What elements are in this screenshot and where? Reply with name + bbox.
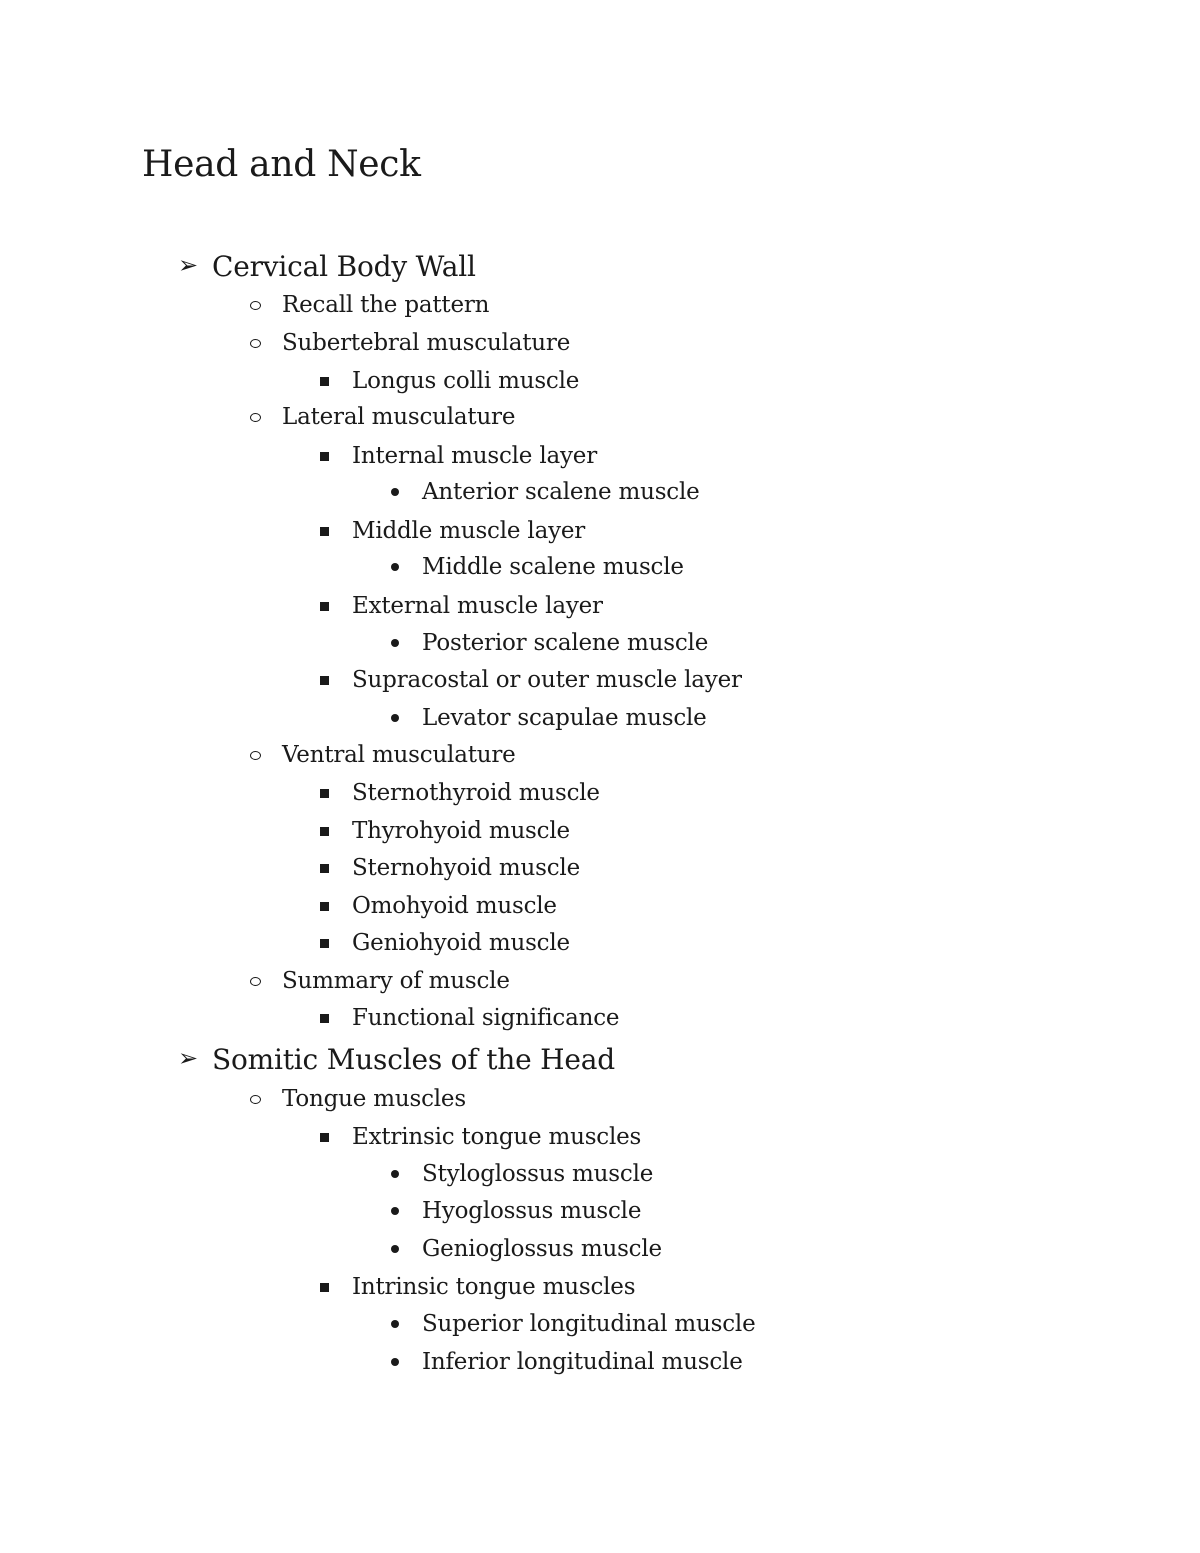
circle-bullet-icon bbox=[246, 751, 282, 760]
list-item-label: Supracostal or outer muscle layer bbox=[352, 667, 742, 693]
list-item-label: Styloglossus muscle bbox=[422, 1161, 654, 1187]
list-item bbox=[386, 1308, 756, 1340]
list-item-label: Genioglossus muscle bbox=[422, 1236, 662, 1262]
list-item-label: Middle muscle layer bbox=[352, 518, 586, 544]
list-item bbox=[246, 739, 516, 771]
list-item bbox=[246, 965, 510, 997]
dot-bullet-icon bbox=[386, 1358, 422, 1366]
list-item-label: External muscle layer bbox=[352, 593, 603, 619]
list-item bbox=[316, 1002, 619, 1034]
section-heading: Cervical Body Wall bbox=[212, 249, 476, 283]
list-item-label: Intrinsic tongue muscles bbox=[352, 1274, 636, 1300]
circle-bullet-icon bbox=[246, 339, 282, 348]
square-bullet-icon bbox=[316, 452, 352, 461]
list-item-label: Levator scapulae muscle bbox=[422, 705, 707, 731]
list-item bbox=[386, 1233, 662, 1265]
list-item-label: Subertebral musculature bbox=[282, 330, 571, 356]
list-item bbox=[246, 1083, 466, 1115]
square-bullet-icon bbox=[316, 527, 352, 536]
list-item bbox=[386, 1195, 641, 1227]
list-item bbox=[316, 852, 580, 884]
list-item bbox=[386, 1346, 743, 1378]
list-item-label: Sternothyroid muscle bbox=[352, 780, 600, 806]
list-item-label: Internal muscle layer bbox=[352, 443, 597, 469]
list-item-label: Summary of muscle bbox=[282, 968, 510, 994]
circle-bullet-icon bbox=[246, 977, 282, 986]
list-item bbox=[246, 401, 515, 433]
list-item bbox=[246, 327, 570, 359]
list-item-label: Omohyoid muscle bbox=[352, 893, 557, 919]
dot-bullet-icon bbox=[386, 1207, 422, 1215]
list-item-label: Longus colli muscle bbox=[352, 368, 580, 394]
dot-bullet-icon bbox=[386, 488, 422, 496]
list-item bbox=[316, 815, 570, 847]
section-somitic-muscles-of-the-head bbox=[178, 1040, 615, 1078]
square-bullet-icon bbox=[316, 902, 352, 911]
dot-bullet-icon bbox=[386, 714, 422, 722]
list-item-label: Inferior longitudinal muscle bbox=[422, 1349, 743, 1375]
list-item bbox=[246, 289, 489, 321]
list-item bbox=[316, 590, 603, 622]
list-item-label: Posterior scalene muscle bbox=[422, 630, 709, 656]
list-item bbox=[386, 476, 700, 508]
list-item bbox=[316, 927, 570, 959]
dot-bullet-icon bbox=[386, 563, 422, 571]
circle-bullet-icon bbox=[246, 301, 282, 310]
list-item-label: Lateral musculature bbox=[282, 404, 516, 430]
square-bullet-icon bbox=[316, 789, 352, 798]
list-item bbox=[316, 890, 557, 922]
list-item bbox=[316, 515, 585, 547]
list-item-label: Sternohyoid muscle bbox=[352, 855, 580, 881]
list-item-label: Superior longitudinal muscle bbox=[422, 1311, 756, 1337]
square-bullet-icon bbox=[316, 1014, 352, 1023]
list-item bbox=[316, 777, 600, 809]
list-item bbox=[316, 440, 597, 472]
square-bullet-icon bbox=[316, 676, 352, 685]
list-item-label: Extrinsic tongue muscles bbox=[352, 1124, 642, 1150]
square-bullet-icon bbox=[316, 1133, 352, 1142]
dot-bullet-icon bbox=[386, 1170, 422, 1178]
list-item bbox=[386, 627, 708, 659]
square-bullet-icon bbox=[316, 939, 352, 948]
arrow-bullet-icon: ➢ bbox=[178, 251, 199, 279]
list-item-label: Ventral musculature bbox=[282, 742, 516, 768]
list-item bbox=[386, 702, 707, 734]
list-item bbox=[316, 365, 579, 397]
square-bullet-icon bbox=[316, 1283, 352, 1292]
list-item bbox=[386, 551, 684, 583]
square-bullet-icon bbox=[316, 377, 352, 386]
list-item bbox=[386, 1158, 653, 1190]
square-bullet-icon bbox=[316, 864, 352, 873]
list-item-label: Thyrohyoid muscle bbox=[352, 818, 570, 844]
section-cervical-body-wall bbox=[178, 247, 476, 285]
list-item-label: Anterior scalene muscle bbox=[422, 479, 700, 505]
list-item bbox=[316, 1121, 641, 1153]
list-item bbox=[316, 664, 742, 696]
list-item-label: Middle scalene muscle bbox=[422, 554, 684, 580]
dot-bullet-icon bbox=[386, 1245, 422, 1253]
list-item-label: Tongue muscles bbox=[282, 1086, 466, 1112]
list-item-label: Hyoglossus muscle bbox=[422, 1198, 642, 1224]
list-item-label: Recall the pattern bbox=[282, 292, 490, 318]
circle-bullet-icon bbox=[246, 413, 282, 422]
list-item bbox=[316, 1271, 635, 1303]
dot-bullet-icon bbox=[386, 1320, 422, 1328]
list-item-label: Geniohyoid muscle bbox=[352, 930, 570, 956]
square-bullet-icon bbox=[316, 827, 352, 836]
section-heading: Somitic Muscles of the Head bbox=[212, 1042, 615, 1076]
arrow-bullet-icon: ➢ bbox=[178, 1044, 199, 1072]
square-bullet-icon bbox=[316, 602, 352, 611]
dot-bullet-icon bbox=[386, 639, 422, 647]
circle-bullet-icon bbox=[246, 1095, 282, 1104]
list-item-label: Functional significance bbox=[352, 1005, 620, 1031]
page-title: Head and Neck bbox=[142, 144, 421, 185]
